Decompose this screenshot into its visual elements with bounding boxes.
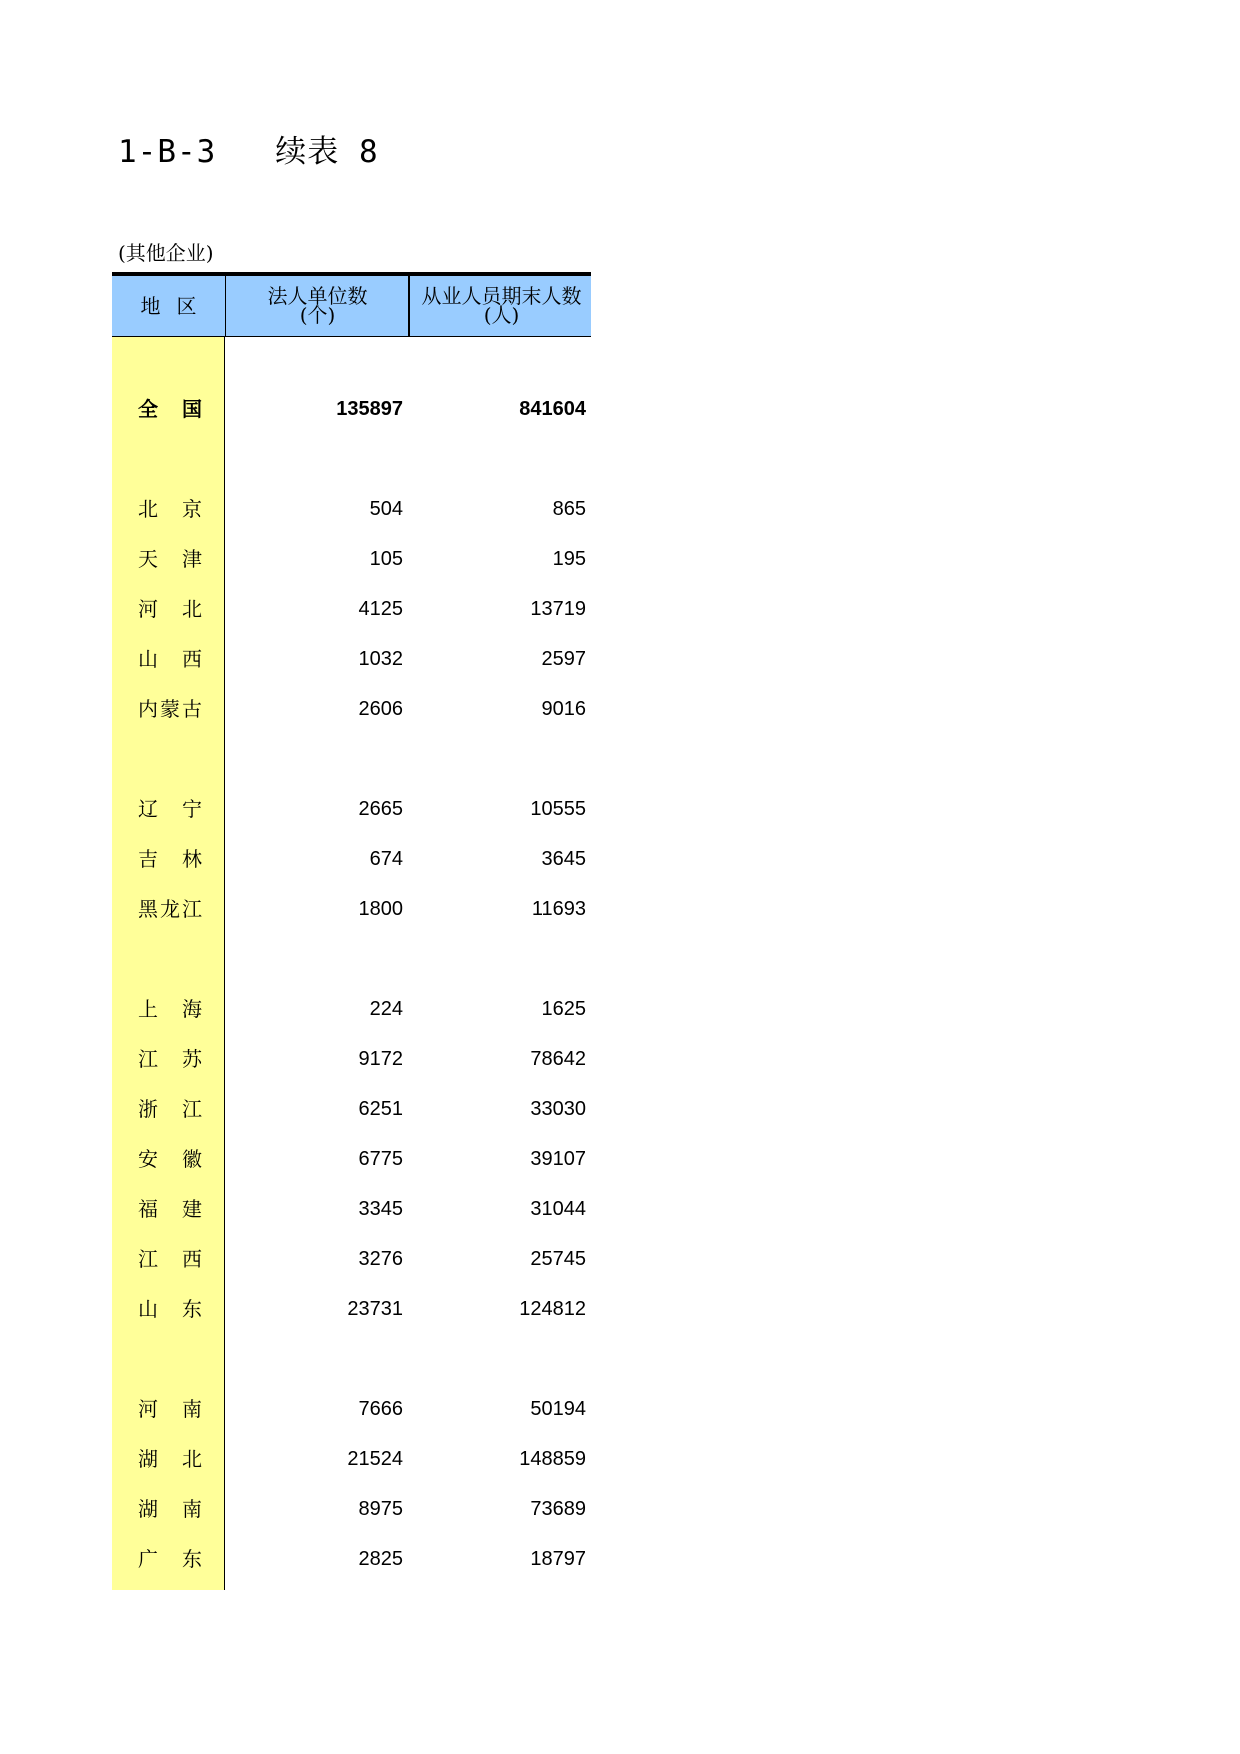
row-employees: 31044: [530, 1198, 586, 1220]
row-units: 1800: [358, 898, 403, 920]
row-units: 135897: [336, 398, 403, 420]
row-units: 2665: [358, 798, 403, 820]
row-units: 6775: [358, 1148, 403, 1170]
table-row: [112, 1534, 591, 1584]
row-employees: 25745: [530, 1248, 586, 1270]
row-employees: 195: [552, 548, 586, 570]
table-row: [112, 984, 591, 1034]
row-employees: 124812: [519, 1298, 586, 1320]
table-row: [112, 884, 591, 934]
row-units: 9172: [358, 1048, 403, 1070]
row-region: 河南: [138, 1397, 202, 1421]
table-row: [112, 1134, 591, 1184]
row-employees: 13719: [530, 598, 586, 620]
row-region: 福建: [138, 1197, 202, 1221]
row-employees: 33030: [530, 1098, 586, 1120]
row-region: 天津: [138, 547, 202, 571]
row-units: 674: [369, 848, 403, 870]
row-employees: 1625: [541, 998, 586, 1020]
row-employees: 148859: [519, 1448, 586, 1470]
row-units: 2606: [358, 698, 403, 720]
table-row: [112, 1034, 591, 1084]
row-region: 江西: [138, 1247, 202, 1271]
row-region: 辽宁: [138, 797, 202, 821]
row-employees: 841604: [519, 398, 586, 420]
table-row: [112, 1234, 591, 1284]
table-row: [112, 834, 591, 884]
row-units: 3276: [358, 1248, 403, 1270]
row-employees: 9016: [541, 698, 586, 720]
table-body: [112, 337, 591, 1590]
row-region: 江苏: [138, 1047, 202, 1071]
row-region: 北京: [138, 497, 202, 521]
row-units: 7666: [358, 1398, 403, 1420]
table-header: [112, 276, 591, 337]
row-region: 山西: [138, 647, 202, 671]
header-units-line2: (个): [299, 303, 336, 327]
row-units: 224: [369, 998, 403, 1020]
row-employees: 39107: [530, 1148, 586, 1170]
row-units: 1032: [358, 648, 403, 670]
table-row: [112, 1184, 591, 1234]
table-row: [112, 584, 591, 634]
row-region: 全国: [138, 397, 202, 421]
row-units: 3345: [358, 1198, 403, 1220]
row-units: 4125: [358, 598, 403, 620]
header-region: 地区: [140, 293, 213, 318]
row-units: 6251: [358, 1098, 403, 1120]
table-row: [112, 484, 591, 534]
table-row: [112, 784, 591, 834]
row-units: 21524: [347, 1448, 403, 1470]
table-row: [112, 1084, 591, 1134]
row-employees: 11693: [531, 898, 586, 920]
row-employees: 3645: [541, 848, 586, 870]
row-region: 浙江: [138, 1097, 202, 1121]
row-units: 105: [369, 548, 403, 570]
row-units: 8975: [358, 1498, 403, 1520]
row-employees: 865: [552, 498, 586, 520]
row-region: 河北: [138, 597, 202, 621]
row-region: 安徽: [138, 1147, 202, 1171]
header-employees: [408, 276, 593, 336]
table-row: [112, 534, 591, 584]
table-row: [112, 1434, 591, 1484]
header-employees-line1: 从业人员期末人数: [421, 284, 582, 308]
page-title: 1-B-3 续表 8: [118, 134, 379, 170]
row-units: 23731: [347, 1298, 403, 1320]
table-row: [112, 684, 591, 734]
row-region: 上海: [138, 997, 202, 1021]
row-region: 山东: [138, 1297, 202, 1321]
header-units: [225, 276, 409, 336]
row-region: 内蒙古: [138, 697, 202, 721]
row-region: 湖北: [138, 1447, 202, 1471]
row-employees: 50194: [530, 1398, 586, 1420]
table-row: [112, 1284, 591, 1334]
row-region: 广东: [138, 1547, 202, 1571]
row-units: 504: [369, 498, 403, 520]
table-row-total: [112, 384, 591, 434]
table-subtitle: (其他企业): [118, 241, 214, 265]
header-units-line1: 法人单位数: [267, 284, 368, 308]
row-region: 湖南: [138, 1497, 202, 1521]
row-employees: 2597: [541, 648, 586, 670]
table-row: [112, 1384, 591, 1434]
table-row: [112, 634, 591, 684]
table-row: [112, 1484, 591, 1534]
row-employees: 18797: [530, 1548, 586, 1570]
row-employees: 10555: [530, 798, 586, 820]
row-employees: 73689: [530, 1498, 586, 1520]
row-units: 2825: [358, 1548, 403, 1570]
header-employees-line2: (人): [483, 303, 520, 327]
row-employees: 78642: [530, 1048, 586, 1070]
row-region: 吉林: [138, 847, 202, 871]
row-region: 黑龙江: [138, 897, 202, 921]
